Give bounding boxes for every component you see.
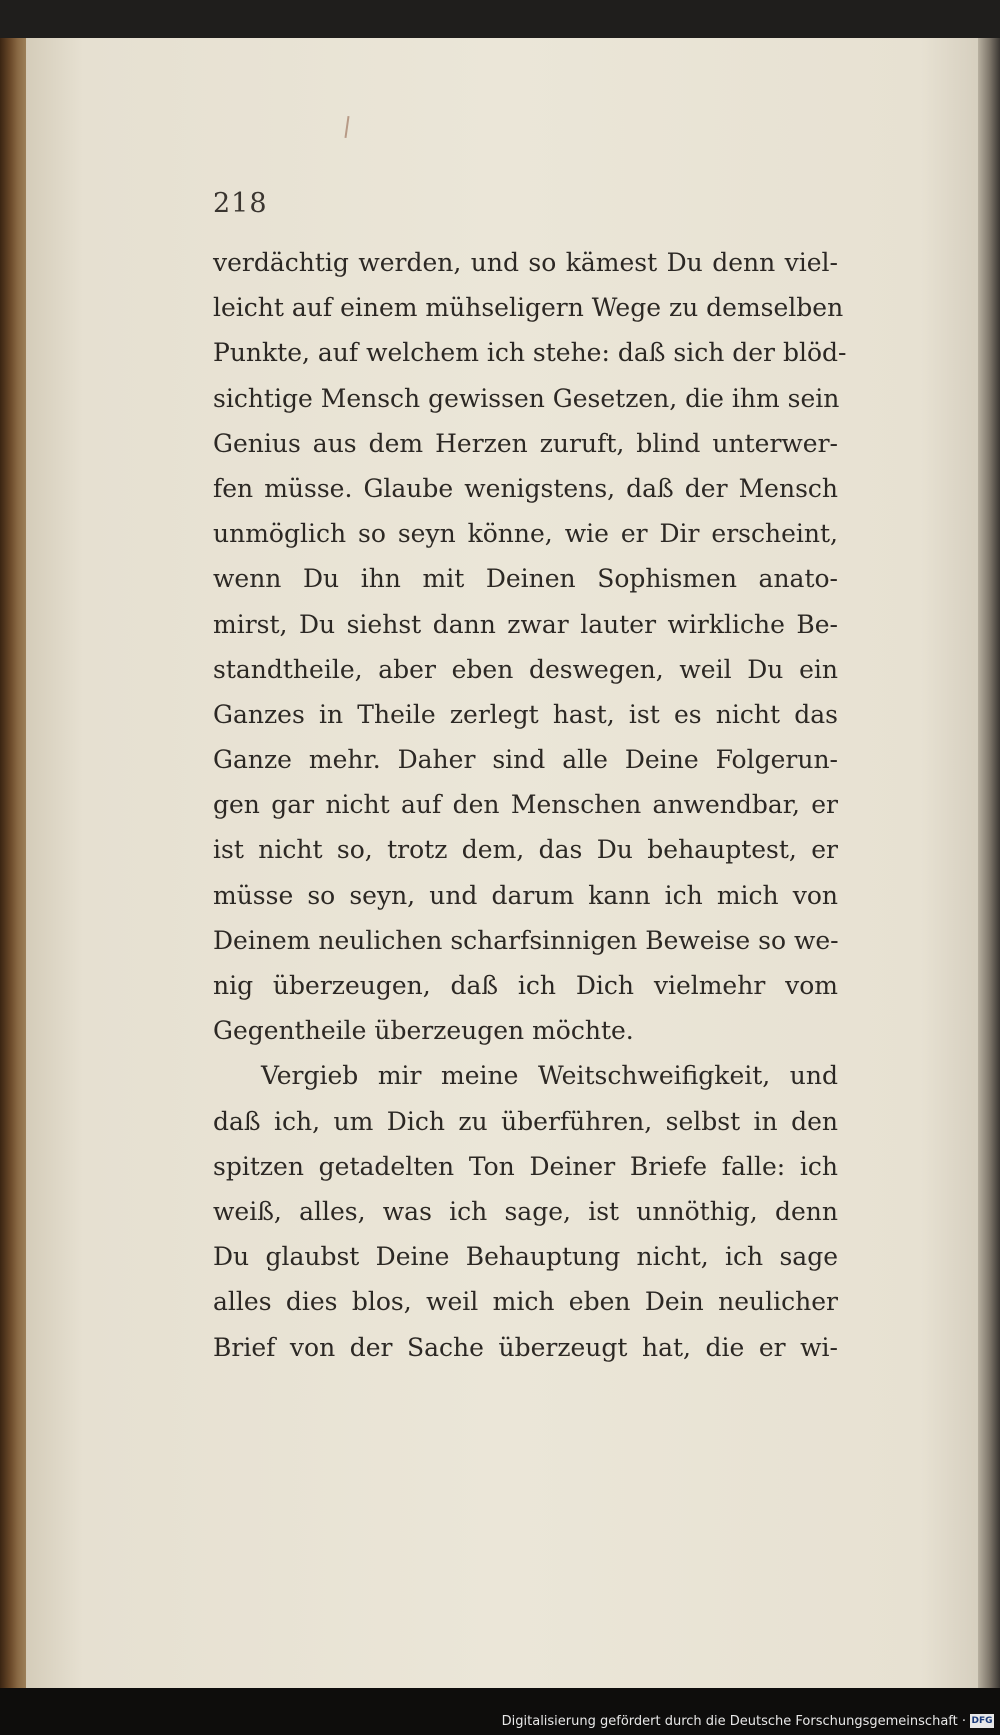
text-line: gen gar nicht auf den Menschen anwendbar, er: [213, 790, 838, 820]
text-line: wenn Du ihn mit Deinen Sophismen anato-: [213, 564, 838, 594]
text-line: Brief von der Sache überzeugt hat, die er wi-: [213, 1332, 838, 1362]
text-line: Ganze mehr. Daher sind alle Deine Folgerun-: [213, 745, 838, 775]
scan-top-border: [0, 0, 1000, 38]
text-line: weiß, alles, was ich sage, ist unnöthig, denn: [213, 1196, 838, 1226]
text-line: alles dies blos, weil mich eben Dein neulicher: [213, 1287, 838, 1317]
page-text: [213, 240, 847, 1370]
text-line: sichtige Mensch gewissen Gesetzen, die ihm sein: [213, 383, 840, 413]
text-line: Gegentheile überzeugen möchte.: [213, 1016, 634, 1046]
text-line: fen müsse. Glaube wenigstens, daß der Mensch: [213, 473, 838, 503]
text-line: Punkte, auf welchem ich stehe: daß sich der blöd-: [213, 338, 847, 368]
page-edge-shadow: [975, 38, 1000, 1688]
text-line: mirst, Du siehst dann zwar lauter wirkliche Be-: [213, 609, 838, 639]
text-line: Vergieb mir meine Weitschweifigkeit, und: [261, 1061, 838, 1091]
funding-credit: Digitalisierung gefördert durch die Deutsche Forschungsgemeinschaft ·: [501, 1714, 966, 1729]
dfg-logo: DFG: [971, 1716, 993, 1726]
text-line: Genius aus dem Herzen zuruft, blind unterwer-: [213, 428, 838, 458]
text-line: müsse so seyn, und darum kann ich mich von: [213, 880, 838, 910]
text-line: daß ich, um Dich zu überführen, selbst in den: [213, 1106, 838, 1136]
text-line: unmöglich so seyn könne, wie er Dir erscheint,: [213, 519, 838, 549]
ink-mark: [344, 116, 349, 138]
text-line: Du glaubst Deine Behauptung nicht, ich sage: [213, 1242, 838, 1272]
text-line: ist nicht so, trotz dem, das Du behauptest, er: [213, 835, 838, 865]
text-line: Deinem neulichen scharfsinnigen Beweise so we-: [213, 925, 839, 955]
text-line: leicht auf einem mühseligern Wege zu demselben: [213, 293, 844, 323]
text-line: nig überzeugen, daß ich Dich vielmehr vom: [213, 971, 838, 1000]
text-line: standtheile, aber eben deswegen, weil Du ein: [213, 654, 838, 684]
text-line: spitzen getadelten Ton Deiner Briefe falle: ich: [213, 1151, 838, 1181]
page-number: 218: [213, 188, 268, 219]
text-line: Ganzes in Theile zerlegt hast, ist es nicht das: [213, 699, 838, 729]
text-line: verdächtig werden, und so kämest Du denn viel-: [213, 248, 838, 277]
